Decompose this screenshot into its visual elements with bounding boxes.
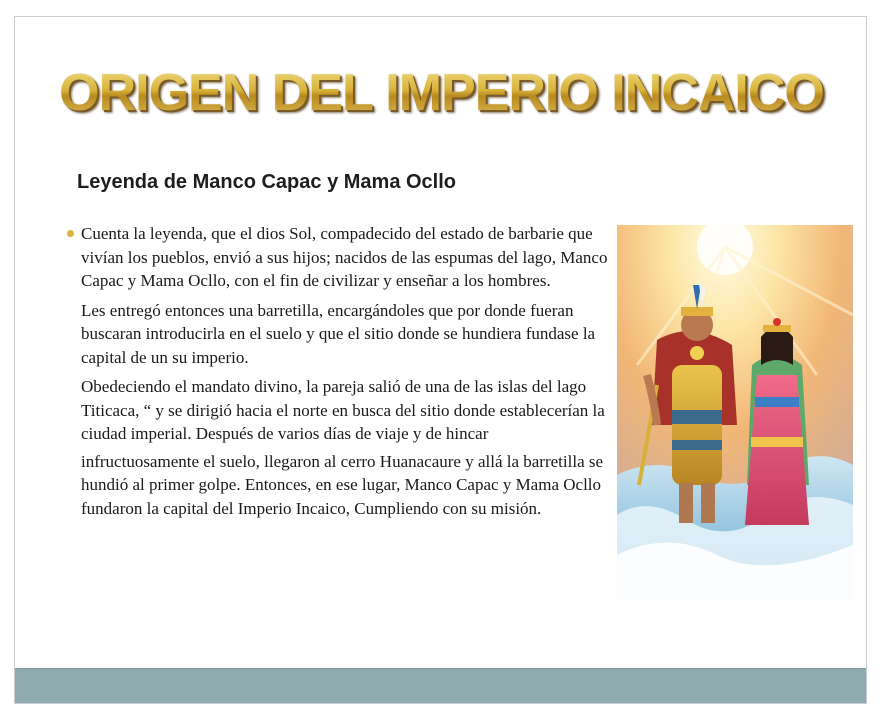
paragraph-4: infructuosamente el suelo, llegaron al cerro Huanacaure y allá la barretilla se hundió al primer golpe. Entonces, en ese lugar, Manco Capac y Mama Ocllo fundaron la capital del Imperio Incaico, Cumpliendo con su misión.	[81, 451, 604, 518]
legend-text	[81, 222, 621, 526]
slide-subtitle: Leyenda de Manco Capac y Mama Ocllo	[77, 171, 457, 193]
paragraph-3: Obedeciendo el mandato divino, la pareja salió de una de las islas del lago Titicaca, “ y se dirigió hacia el norte en busca del sitio donde establecerían la ciudad imperial. Después de varios días de viaje y de hincar	[81, 377, 605, 443]
slide-title: ORIGEN DEL IMPERIO INCAICO	[15, 63, 868, 123]
paragraph-2: Les entregó entonces una barretilla, encargándoles que por donde fueran buscaran introducirla en el suelo y que el sitio donde se hundiera fundase la capital de un su imperio.	[81, 300, 596, 367]
slide	[14, 16, 867, 704]
footer-bar	[15, 668, 866, 703]
paragraph-1: Cuenta la leyenda, que el dios Sol, compadecido del estado de barbarie que vivían los pueblos, envió a sus hijos; nacidos de las espumas del lago, Manco Capac y Mama Ocllo, con el fin de civilizar y enseñar a los hombres.	[81, 222, 621, 293]
manco-capac-mama-ocllo-illustration	[617, 225, 853, 600]
